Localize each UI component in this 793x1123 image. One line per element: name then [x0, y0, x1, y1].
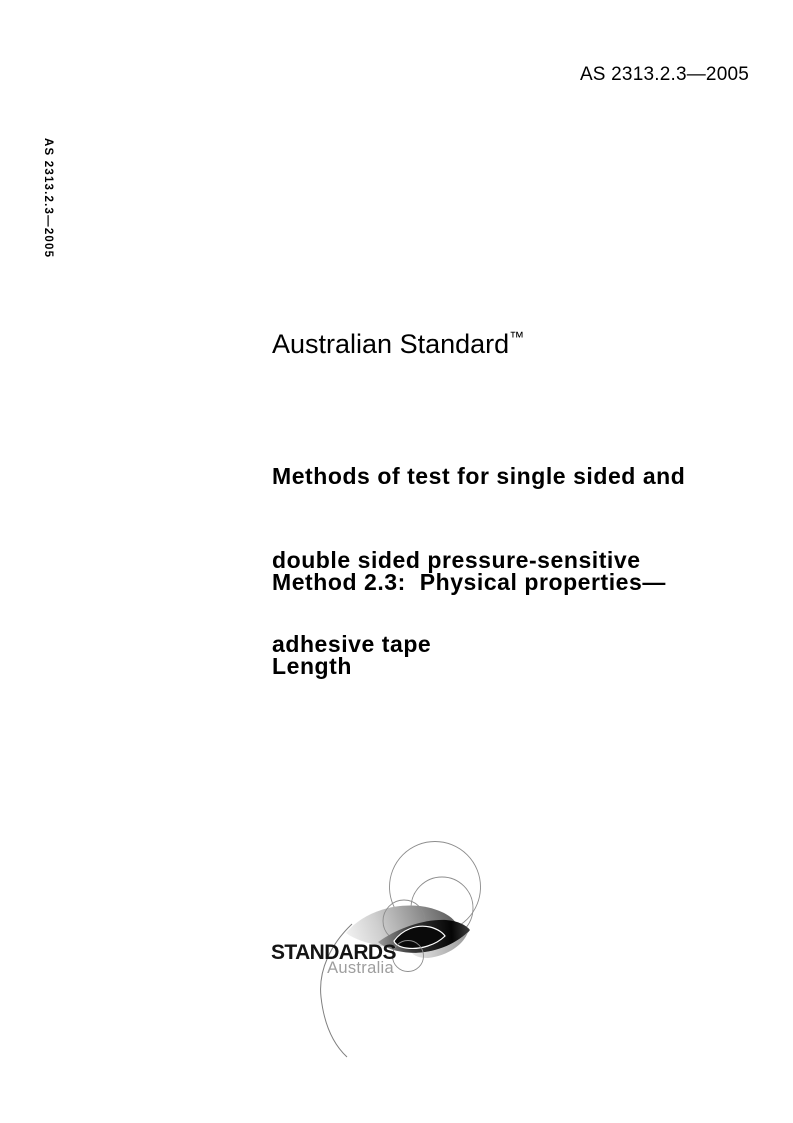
logo-wordmark-standards: STANDARDS [271, 941, 396, 964]
method-title [272, 512, 666, 736]
trademark-symbol: ™ [509, 329, 525, 346]
method-title-line: Length [272, 653, 352, 679]
document-title-line: Methods of test for single sided and [272, 463, 686, 489]
standard-code-spine: AS 2313.2.3—2005 [42, 138, 54, 259]
logo-wordmark-australia: Australia [327, 959, 394, 977]
brand-title-text: Australian Standard [272, 329, 510, 359]
document-title-line: adhesive tape [272, 631, 432, 657]
standard-code-header: AS 2313.2.3—2005 [579, 64, 749, 85]
brand-title [272, 322, 524, 360]
document-title-line: double sided pressure-sensitive [272, 547, 641, 573]
method-title-line: Method 2.3: Physical properties— [272, 569, 666, 595]
